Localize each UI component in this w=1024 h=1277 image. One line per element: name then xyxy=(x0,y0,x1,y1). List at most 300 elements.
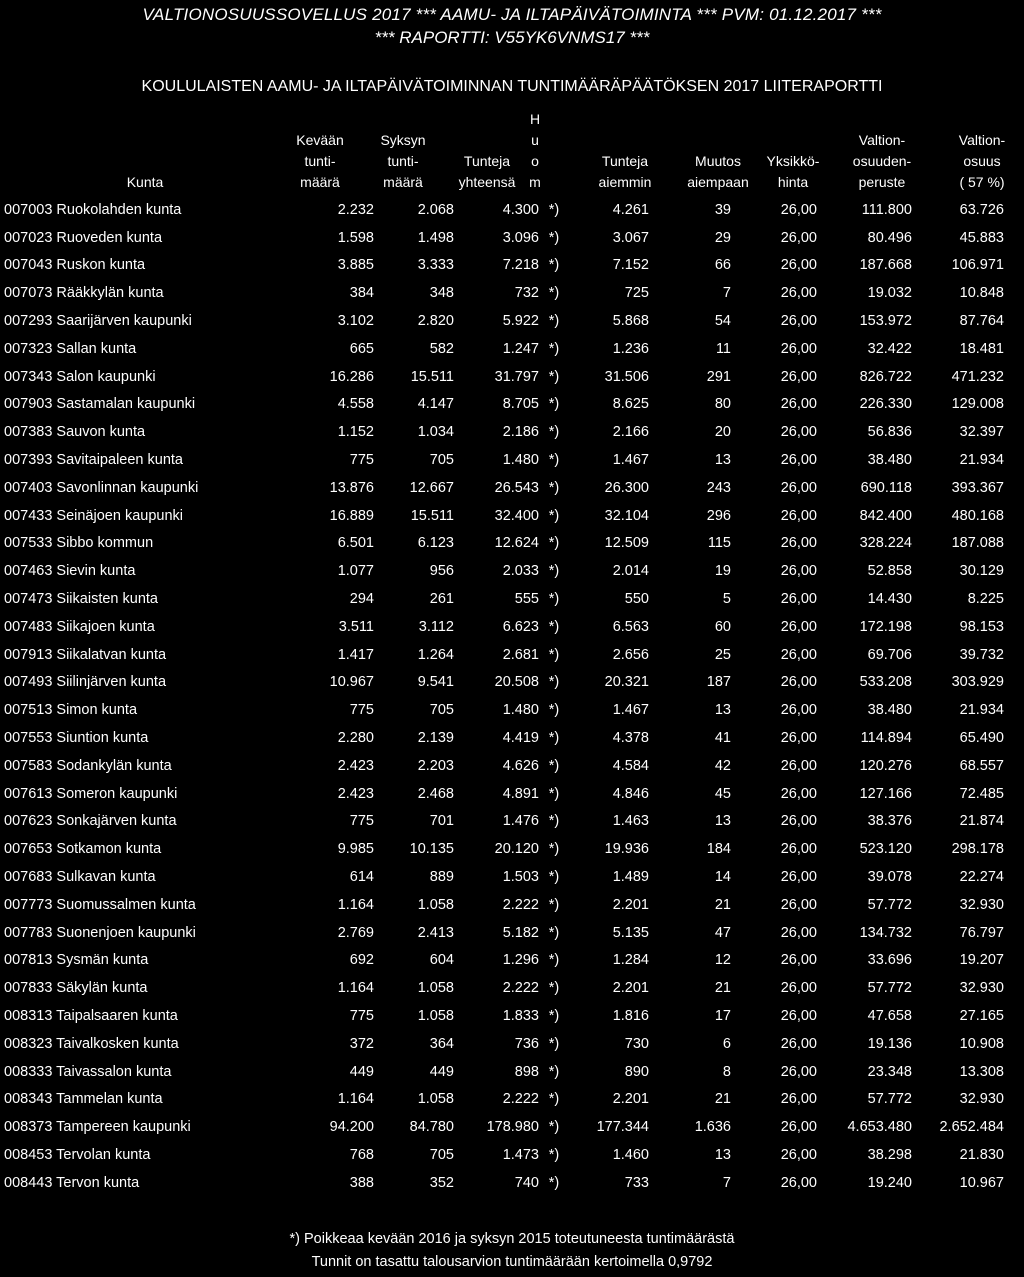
value-cell: 26,00 xyxy=(780,507,817,524)
value-cell: *) xyxy=(548,1146,560,1163)
value-cell: 1.417 xyxy=(337,646,374,663)
value-cell: 26,00 xyxy=(780,396,817,413)
value-cell: *) xyxy=(548,1174,560,1191)
value-cell: 533.208 xyxy=(859,674,912,691)
municipality-cell: 007323 Sallan kunta xyxy=(4,340,137,357)
value-cell: *) xyxy=(548,1035,560,1052)
value-cell: 1.467 xyxy=(612,702,649,719)
value-cell: 10.908 xyxy=(959,1035,1004,1052)
column-header-aiemmin: Tunteja aiemmin xyxy=(598,153,652,190)
value-cell: 388 xyxy=(349,1174,374,1191)
municipality-cell: 008313 Taipalsaaren kunta xyxy=(4,1008,178,1024)
value-cell: 7 xyxy=(722,1174,731,1191)
value-cell: 19.032 xyxy=(867,285,912,302)
value-cell: 2.186 xyxy=(502,424,539,441)
value-cell: 19.207 xyxy=(959,952,1004,969)
value-cell: 56.836 xyxy=(867,424,912,441)
value-cell: 1.467 xyxy=(612,452,649,469)
value-cell: 47.658 xyxy=(867,1008,912,1024)
municipality-cell: 007343 Salon kaupunki xyxy=(4,368,156,385)
municipality-cell: 007473 Siikaisten kunta xyxy=(4,591,158,608)
municipality-cell: 008373 Tampereen kaupunki xyxy=(4,1119,191,1136)
value-cell: 20.321 xyxy=(604,674,649,691)
value-cell: 736 xyxy=(514,1035,539,1052)
value-cell: 54 xyxy=(714,313,731,330)
value-cell: 1.077 xyxy=(337,563,374,580)
value-cell: 6 xyxy=(722,1035,731,1052)
value-cell: 13 xyxy=(714,702,731,719)
value-cell: *) xyxy=(548,507,560,524)
municipality-cell: 008323 Taivalkosken kunta xyxy=(4,1035,179,1052)
municipality-cell: 007043 Ruskon kunta xyxy=(4,257,146,274)
table-row xyxy=(4,724,1004,752)
value-cell: 66 xyxy=(714,257,731,274)
value-cell: 26,00 xyxy=(780,730,817,747)
value-cell: 19.136 xyxy=(867,1035,912,1052)
value-cell: 775 xyxy=(349,813,374,830)
value-cell: 13.876 xyxy=(329,479,374,496)
value-cell: 32.104 xyxy=(604,507,649,524)
value-cell: 26,00 xyxy=(780,313,817,330)
municipality-cell: 007913 Siikalatvan kunta xyxy=(4,646,167,663)
value-cell: 5 xyxy=(722,591,731,608)
value-cell: 10.967 xyxy=(329,674,374,691)
value-cell: 1.460 xyxy=(612,1146,649,1163)
table-row xyxy=(4,1030,1004,1058)
value-cell: 3.112 xyxy=(418,618,454,635)
value-cell: 72.485 xyxy=(959,785,1004,802)
table-row xyxy=(4,391,1004,419)
value-cell: 26,00 xyxy=(780,229,817,246)
value-cell: 701 xyxy=(429,813,454,830)
value-cell: 153.972 xyxy=(859,313,912,330)
value-cell: 114.894 xyxy=(860,730,912,747)
table-row xyxy=(4,502,1004,530)
value-cell: 98.153 xyxy=(959,618,1004,635)
value-cell: 889 xyxy=(429,869,454,886)
value-cell: *) xyxy=(548,201,560,218)
value-cell: 6.623 xyxy=(502,618,539,635)
value-cell: 26,00 xyxy=(780,980,817,997)
municipality-cell: 007383 Sauvon kunta xyxy=(4,424,146,441)
value-cell: 2.222 xyxy=(502,896,539,913)
value-cell: 1.058 xyxy=(417,1091,454,1108)
report-header-line2: *** RAPORTTI: V55YK6VNMS17 *** xyxy=(374,28,650,47)
value-cell: 705 xyxy=(429,702,454,719)
value-cell: 348 xyxy=(429,285,454,302)
column-header-yksikko: Yksikkö- hinta xyxy=(766,153,820,190)
value-cell: 21.830 xyxy=(959,1146,1004,1163)
value-cell: 1.473 xyxy=(502,1146,539,1163)
value-cell: *) xyxy=(548,1063,560,1080)
value-cell: 725 xyxy=(624,285,649,302)
value-cell: 3.333 xyxy=(417,257,454,274)
table-row xyxy=(4,1169,1004,1197)
value-cell: 10.135 xyxy=(409,841,454,858)
table-row xyxy=(4,335,1004,363)
value-cell: 4.891 xyxy=(502,785,539,802)
value-cell: 4.584 xyxy=(612,757,649,774)
value-cell: 26,00 xyxy=(780,1008,817,1024)
value-cell: 1.284 xyxy=(612,952,649,969)
value-cell: 4.261 xyxy=(612,201,649,218)
value-cell: 5.922 xyxy=(502,313,539,330)
value-cell: *) xyxy=(548,896,560,913)
value-cell: 480.168 xyxy=(951,507,1004,524)
value-cell: 41 xyxy=(714,730,731,747)
value-cell: 582 xyxy=(429,340,454,357)
value-cell: 298.178 xyxy=(951,841,1004,858)
value-cell: 26,00 xyxy=(780,785,817,802)
value-cell: 2.068 xyxy=(417,201,454,218)
value-cell: 19.936 xyxy=(604,841,649,858)
value-cell: 32.397 xyxy=(959,424,1004,441)
value-cell: 26,00 xyxy=(780,1063,817,1080)
table-row xyxy=(4,641,1004,669)
municipality-cell: 007513 Simon kunta xyxy=(4,702,138,719)
value-cell: *) xyxy=(548,813,560,830)
table-row xyxy=(4,279,1004,307)
municipality-cell: 008333 Taivassalon kunta xyxy=(4,1063,172,1080)
value-cell: 187.668 xyxy=(859,257,912,274)
value-cell: 32.400 xyxy=(494,507,539,524)
value-cell: 26.300 xyxy=(604,479,649,496)
value-cell: *) xyxy=(548,257,560,274)
value-cell: 26,00 xyxy=(780,591,817,608)
value-cell: 26,00 xyxy=(780,452,817,469)
value-cell: 26,00 xyxy=(780,1035,817,1052)
value-cell: 65.490 xyxy=(959,730,1004,747)
value-cell: 26,00 xyxy=(780,1146,817,1163)
municipality-cell: 007463 Sievin kunta xyxy=(4,563,136,580)
value-cell: 84.780 xyxy=(409,1119,454,1136)
value-cell: 352 xyxy=(429,1174,454,1191)
value-cell: 129.008 xyxy=(951,396,1004,413)
table-row xyxy=(4,1058,1004,1086)
value-cell: 26,00 xyxy=(780,702,817,719)
value-cell: 364 xyxy=(429,1035,454,1052)
value-cell: 5.135 xyxy=(612,924,649,941)
value-cell: 127.166 xyxy=(859,785,912,802)
column-header-kunta: Kunta xyxy=(126,174,164,190)
value-cell: 45 xyxy=(714,785,731,802)
table-row xyxy=(4,474,1004,502)
municipality-cell: 007903 Sastamalan kaupunki xyxy=(4,396,196,413)
value-cell: 4.558 xyxy=(337,396,374,413)
value-cell: 4.626 xyxy=(502,757,539,774)
table-row xyxy=(4,919,1004,947)
value-cell: *) xyxy=(548,980,560,997)
value-cell: 3.102 xyxy=(337,313,374,330)
value-cell: 80.496 xyxy=(867,229,912,246)
value-cell: 8.625 xyxy=(612,396,649,413)
value-cell: *) xyxy=(548,591,560,608)
value-cell: *) xyxy=(548,924,560,941)
value-cell: 1.833 xyxy=(502,1008,539,1024)
value-cell: 6.123 xyxy=(417,535,454,552)
value-cell: 449 xyxy=(429,1063,454,1080)
value-cell: 7 xyxy=(722,285,731,302)
value-cell: 172.198 xyxy=(859,618,912,635)
value-cell: 2.423 xyxy=(337,785,374,802)
value-cell: 1.480 xyxy=(502,702,539,719)
table-row xyxy=(4,696,1004,724)
value-cell: 20 xyxy=(714,424,731,441)
value-cell: 1.463 xyxy=(612,813,649,830)
value-cell: 52.858 xyxy=(867,563,912,580)
value-cell: 39.078 xyxy=(867,869,912,886)
value-cell: 18.481 xyxy=(959,340,1004,357)
value-cell: 705 xyxy=(429,1146,454,1163)
value-cell: 2.280 xyxy=(337,730,374,747)
value-cell: 826.722 xyxy=(859,368,912,385)
municipality-cell: 007613 Someron kaupunki xyxy=(4,785,178,802)
value-cell: 3.885 xyxy=(337,257,374,274)
value-cell: *) xyxy=(548,618,560,635)
value-cell: 328.224 xyxy=(859,535,912,552)
value-cell: 30.129 xyxy=(959,563,1004,580)
value-cell: 732 xyxy=(514,285,539,302)
value-cell: 2.166 xyxy=(612,424,649,441)
value-cell: 1.498 xyxy=(417,229,454,246)
value-cell: 775 xyxy=(349,452,374,469)
value-cell: 303.929 xyxy=(951,674,1004,691)
value-cell: 22.274 xyxy=(959,869,1004,886)
value-cell: *) xyxy=(548,452,560,469)
value-cell: 4.378 xyxy=(612,730,649,747)
value-cell: 2.033 xyxy=(502,563,539,580)
value-cell: 26,00 xyxy=(780,563,817,580)
column-header-osuus: Valtion- osuus ( 57 %) xyxy=(958,132,1006,190)
value-cell: *) xyxy=(548,424,560,441)
value-cell: 21 xyxy=(714,896,731,913)
table-row xyxy=(4,1086,1004,1114)
value-cell: 9.985 xyxy=(337,841,374,858)
value-cell: *) xyxy=(548,479,560,496)
column-header-h: H u o m xyxy=(529,111,541,190)
value-cell: 39 xyxy=(714,201,731,218)
value-cell: 57.772 xyxy=(867,896,912,913)
value-cell: 692 xyxy=(349,952,374,969)
table-row xyxy=(4,363,1004,391)
value-cell: *) xyxy=(548,563,560,580)
value-cell: 17 xyxy=(714,1008,731,1024)
table-row xyxy=(4,530,1004,558)
value-cell: 296 xyxy=(706,507,731,524)
table-row xyxy=(4,224,1004,252)
value-cell: 5.868 xyxy=(612,313,649,330)
value-cell: 60 xyxy=(714,618,731,635)
value-cell: 115 xyxy=(707,535,731,552)
report-title: KOULULAISTEN AAMU- JA ILTAPÄIVÄTOIMINNAN TUNTIMÄÄRÄPÄÄTÖKSEN 2017 LIITERAPORTTI xyxy=(141,78,883,95)
value-cell: 4.846 xyxy=(612,785,649,802)
value-cell: 2.681 xyxy=(502,646,539,663)
value-cell: *) xyxy=(548,952,560,969)
value-cell: *) xyxy=(548,535,560,552)
value-cell: 13.308 xyxy=(959,1063,1004,1080)
table-row xyxy=(4,613,1004,641)
value-cell: *) xyxy=(548,841,560,858)
value-cell: 4.147 xyxy=(417,396,454,413)
value-cell: 120.276 xyxy=(859,757,912,774)
municipality-cell: 008453 Tervolan kunta xyxy=(4,1146,151,1163)
value-cell: 32.930 xyxy=(959,980,1004,997)
value-cell: 9.541 xyxy=(417,674,454,691)
value-cell: 1.636 xyxy=(694,1119,731,1136)
value-cell: 2.014 xyxy=(612,563,649,580)
value-cell: 690.118 xyxy=(860,479,912,496)
value-cell: 26,00 xyxy=(780,285,817,302)
value-cell: 1.480 xyxy=(502,452,539,469)
column-header-syksyn: Syksyn tunti- määrä xyxy=(380,132,426,190)
value-cell: 26,00 xyxy=(780,869,817,886)
value-cell: 63.726 xyxy=(959,201,1004,218)
value-cell: 26,00 xyxy=(780,618,817,635)
value-cell: 68.557 xyxy=(959,757,1004,774)
value-cell: 8 xyxy=(722,1063,731,1080)
value-cell: 1.152 xyxy=(337,424,374,441)
municipality-cell: 007783 Suonenjoen kaupunki xyxy=(4,924,196,941)
value-cell: 2.203 xyxy=(417,757,454,774)
value-cell: 7.218 xyxy=(502,257,539,274)
value-cell: 956 xyxy=(429,563,454,580)
value-cell: 26,00 xyxy=(780,757,817,774)
value-cell: 14 xyxy=(714,869,731,886)
value-cell: 13 xyxy=(714,1146,731,1163)
value-cell: 740 xyxy=(514,1174,539,1191)
value-cell: 1.264 xyxy=(417,646,454,663)
column-header-yht: Tunteja yhteensä xyxy=(458,153,516,190)
value-cell: 705 xyxy=(429,452,454,469)
value-cell: 2.232 xyxy=(337,201,374,218)
table-row xyxy=(4,307,1004,335)
value-cell: 2.413 xyxy=(417,924,454,941)
municipality-cell: 007833 Säkylän kunta xyxy=(4,980,148,997)
table-row xyxy=(4,418,1004,446)
value-cell: 768 xyxy=(349,1146,374,1163)
value-cell: 26,00 xyxy=(780,535,817,552)
table-row xyxy=(4,585,1004,613)
value-cell: 47 xyxy=(714,924,731,941)
value-cell: *) xyxy=(548,368,560,385)
value-cell: 11 xyxy=(715,340,731,357)
value-cell: 26,00 xyxy=(780,479,817,496)
value-cell: 2.222 xyxy=(502,980,539,997)
municipality-cell: 007813 Sysmän kunta xyxy=(4,952,149,969)
value-cell: 555 xyxy=(514,591,539,608)
municipality-cell: 007293 Saarijärven kaupunki xyxy=(4,313,192,330)
value-cell: 26,00 xyxy=(780,368,817,385)
value-cell: 2.222 xyxy=(502,1091,539,1108)
value-cell: 1.164 xyxy=(337,1091,374,1108)
municipality-cell: 007773 Suomussalmen kunta xyxy=(4,896,196,913)
value-cell: 8.225 xyxy=(967,591,1004,608)
municipality-cell: 007583 Sodankylän kunta xyxy=(4,757,172,774)
municipality-cell: 007493 Siilinjärven kunta xyxy=(4,674,167,691)
value-cell: 2.468 xyxy=(417,785,454,802)
value-cell: 1.236 xyxy=(612,340,649,357)
value-cell: 178.980 xyxy=(486,1119,539,1136)
value-cell: *) xyxy=(548,285,560,302)
value-cell: 134.732 xyxy=(859,924,912,941)
table-row xyxy=(4,1141,1004,1169)
value-cell: 1.058 xyxy=(417,980,454,997)
table-row xyxy=(4,446,1004,474)
value-cell: 2.201 xyxy=(612,1091,649,1108)
value-cell: 471.232 xyxy=(951,368,1004,385)
value-cell: 29 xyxy=(714,229,731,246)
value-cell: *) xyxy=(548,313,560,330)
value-cell: 15.511 xyxy=(410,507,454,524)
value-cell: 2.652.484 xyxy=(939,1119,1004,1136)
table-row xyxy=(4,891,1004,919)
table-row xyxy=(4,196,1004,224)
value-cell: 57.772 xyxy=(867,980,912,997)
municipality-cell: 008343 Tammelan kunta xyxy=(4,1091,163,1108)
value-cell: *) xyxy=(548,702,560,719)
value-cell: 45.883 xyxy=(959,229,1004,246)
table-row xyxy=(4,752,1004,780)
value-cell: 26,00 xyxy=(780,1174,817,1191)
value-cell: 76.797 xyxy=(959,924,1004,941)
table-row xyxy=(4,835,1004,863)
value-cell: 6.501 xyxy=(337,535,374,552)
value-cell: 26,00 xyxy=(780,952,817,969)
value-cell: 665 xyxy=(349,340,374,357)
municipality-cell: 007653 Sotkamon kunta xyxy=(4,841,162,858)
value-cell: 393.367 xyxy=(951,479,1004,496)
value-cell: 294 xyxy=(349,591,374,608)
column-header-kevaan: Kevään tunti- määrä xyxy=(296,132,344,190)
value-cell: 4.300 xyxy=(502,201,539,218)
value-cell: 21 xyxy=(714,1091,731,1108)
value-cell: 7.152 xyxy=(612,257,649,274)
value-cell: 2.769 xyxy=(337,924,374,941)
footnote-line2: Tunnit on tasattu talousarvion tuntimäärään kertoimella 0,9792 xyxy=(311,1254,713,1270)
value-cell: 842.400 xyxy=(859,507,912,524)
municipality-cell: 007393 Savitaipaleen kunta xyxy=(4,452,183,469)
value-cell: 177.344 xyxy=(596,1119,649,1136)
value-cell: 6.563 xyxy=(612,618,649,635)
value-cell: 31.506 xyxy=(604,368,649,385)
value-cell: 26,00 xyxy=(780,1091,817,1108)
value-cell: 21.874 xyxy=(959,813,1004,830)
value-cell: 42 xyxy=(714,757,731,774)
table-row xyxy=(4,974,1004,1002)
table-row xyxy=(4,252,1004,280)
value-cell: 291 xyxy=(706,368,731,385)
value-cell: 12.509 xyxy=(604,535,649,552)
value-cell: 1.164 xyxy=(337,896,374,913)
report-header-line1: VALTIONOSUUSSOVELLUS 2017 *** AAMU- JA ILTAPÄIVÄTOIMINTA *** PVM: 01.12.2017 *** xyxy=(142,5,882,24)
value-cell: 23.348 xyxy=(867,1063,912,1080)
value-cell: 5.182 xyxy=(502,924,539,941)
value-cell: 20.120 xyxy=(494,841,539,858)
value-cell: *) xyxy=(548,757,560,774)
value-cell: 26,00 xyxy=(780,201,817,218)
value-cell: 27.165 xyxy=(959,1008,1004,1024)
municipality-cell: 008443 Tervon kunta xyxy=(4,1174,140,1191)
value-cell: *) xyxy=(548,229,560,246)
value-cell: 69.706 xyxy=(867,646,912,663)
value-cell: 730 xyxy=(624,1035,649,1052)
value-cell: 26,00 xyxy=(780,813,817,830)
column-header-peruste: Valtion- osuuden- peruste xyxy=(852,132,912,190)
value-cell: *) xyxy=(548,730,560,747)
footnote-line1: *) Poikkeaa kevään 2016 ja syksyn 2015 toteutuneesta tuntimäärästä xyxy=(289,1231,735,1247)
table-row xyxy=(4,947,1004,975)
value-cell: 14.430 xyxy=(867,591,912,608)
